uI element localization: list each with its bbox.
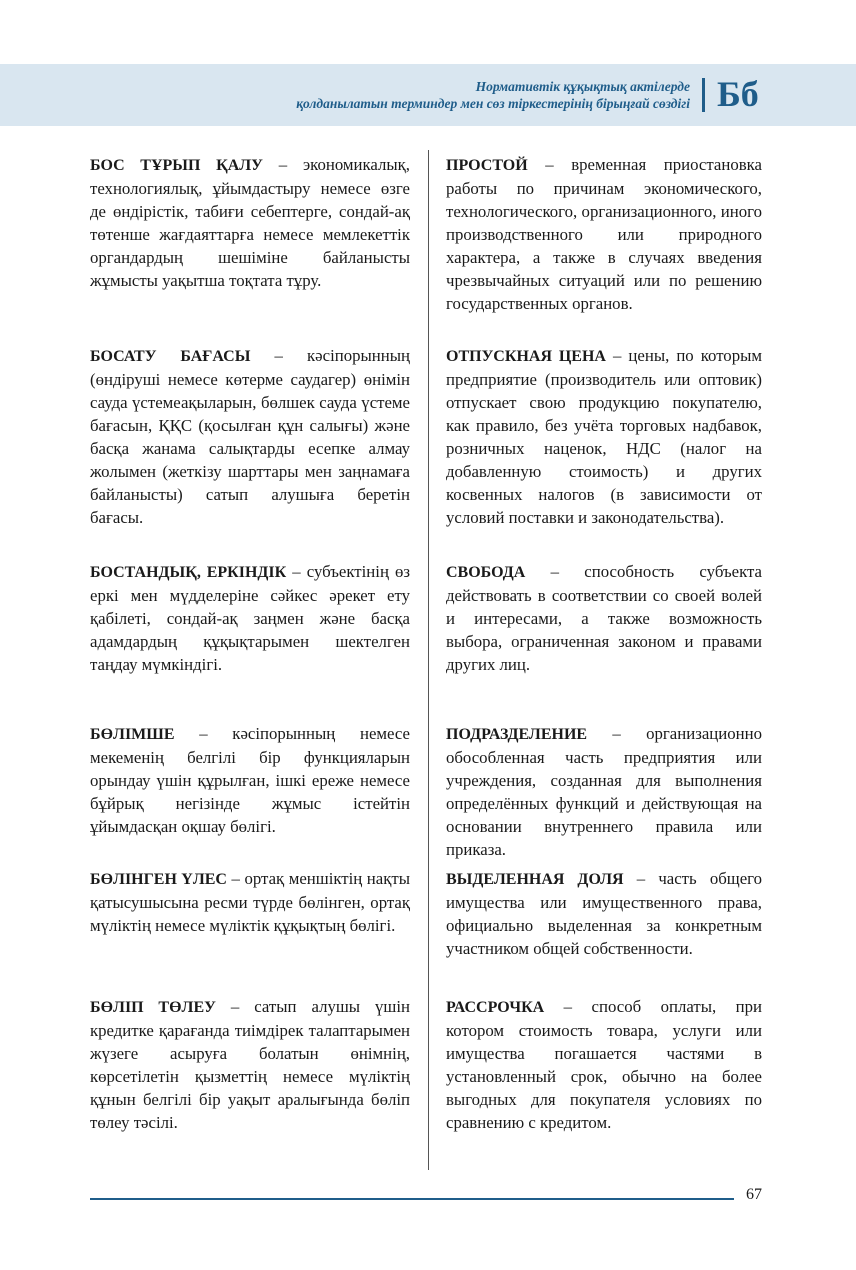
page-header — [0, 64, 856, 126]
definition-kk: – кәсіпорынның немесе мекеменің белгілі бір функцияларын орындау үшін құрылған, ішкі ереже немесе бұйрық негізінде жұмыс істейтін ұйымдасқан оқшау бөлігі. — [90, 724, 410, 836]
definition-kk: – ортақ меншіктің нақты қатысушысына ресми түрде бөлінген, ортақ мүліктің немесе мүліктік құқықтың бөлігі. — [90, 869, 410, 935]
definition-kk: – кәсіпорынның (өндіруші немесе көтерме саудагер) өнімін сауда үстемеақыларын, бөлшек сауда үстеме бағасын, ҚҚС (қосылған құн салығы) және басқа жанама салықтарды есепке алмау жолымен (жеткізу шарттары мен заңнамаға байланысты) сатып алушыға беретін бағасы. — [90, 346, 410, 527]
page-number: 67 — [746, 1186, 762, 1203]
term-kk: БОСАТУ БАҒАСЫ — [90, 348, 251, 365]
definition-ru: – цены, по которым предприятие (производитель или оптовик) отпускает свою продукцию покупателю, как правило, без учёта торговых надбавок, розничных наценок, НДС (налог на добавленную стоимость) и других косвенных налогов (в зависимости от условий поставки и законодательства). — [446, 346, 762, 527]
footer-rule — [90, 1198, 734, 1200]
term-kk: БОС ТҰРЫП ҚАЛУ — [90, 157, 263, 174]
header-separator — [702, 78, 705, 112]
term-ru: ПРОСТОЙ — [446, 157, 528, 174]
term-ru: РАССРОЧКА — [446, 999, 545, 1016]
entry-ru-1 — [446, 153, 762, 315]
section-letters: Бб — [717, 74, 759, 114]
entry-ru-5 — [446, 867, 762, 960]
term-ru: ПОДРАЗДЕЛЕНИЕ — [446, 726, 588, 743]
term-kk: БӨЛІП ТӨЛЕУ — [90, 999, 216, 1016]
dictionary-title-line2: қолданылатын терминдер мен сөз тіркестерінің бірыңғай сөздігі — [296, 96, 690, 111]
entry-kk-6 — [90, 995, 410, 1134]
term-kk: БӨЛІНГЕН ҮЛЕС — [90, 871, 227, 888]
entry-ru-6 — [446, 995, 762, 1134]
definition-kk: – экономикалық, технологиялық, ұйымдастыру немесе өзге де өндірістік, табиғи себептерге, сондай-ақ төтенше жағдаяттарға немесе мемлекеттік органдардың шешіміне байланысты жұмысты уақытша тоқтата тұру. — [90, 155, 410, 290]
entry-ru-3 — [446, 560, 762, 676]
entry-kk-4 — [90, 722, 410, 838]
definition-ru: – способность субъекта действовать в соответствии со своей волей и интересами, а также возможность выбора, ограниченная законом и правами других лиц. — [446, 562, 762, 674]
definition-kk: – субъектінің өз еркі мен мүдделеріне сәйкес әрекет ету қабілеті, сондай-ақ заңмен және басқа адамдардың құқықтарымен шектелген таңдау мүмкіндігі. — [90, 562, 410, 674]
column-divider — [428, 150, 429, 1170]
term-ru: ОТПУСКНАЯ ЦЕНА — [446, 348, 606, 365]
definition-ru: – часть общего имущества или имущественного права, официально выделенная за конкретным участником общей собственности. — [446, 869, 762, 958]
entry-kk-5 — [90, 867, 410, 937]
entry-ru-4 — [446, 722, 762, 861]
entry-kk-2 — [90, 344, 410, 529]
entry-kk-1 — [90, 153, 410, 292]
term-ru: ВЫДЕЛЕННАЯ ДОЛЯ — [446, 871, 624, 888]
dictionary-title-line1: Нормативтік құқықтық актілерде — [475, 79, 690, 94]
dictionary-title — [296, 78, 690, 112]
term-kk: БОСТАНДЫҚ, ЕРКІНДІК — [90, 564, 287, 581]
term-kk: БӨЛІМШЕ — [90, 726, 175, 743]
term-ru: СВОБОДА — [446, 564, 526, 581]
definition-ru: – временная приостановка работы по причинам экономического, технологического, организационного, иного производственного или природного характера, а также в случаях введения чрезвычайных ситуаций или по решению государственных органов. — [446, 155, 762, 313]
definition-kk: – сатып алушы үшін кредитке қарағанда тиімдірек талаптарымен жүзеге асыруға болатын өнімнің, көрсетілетін қызметтің немесе мүліктің құнын белгілі бір уақыт аралығында бөліп төлеу тәсілі. — [90, 997, 410, 1132]
entry-ru-2 — [446, 344, 762, 529]
definition-ru: – способ оплаты, при котором стоимость товара, услуги или имущества погашается частями в установленный срок, обычно на более выгодных для покупателя условиях по сравнению с кредитом. — [446, 997, 762, 1132]
entry-kk-3 — [90, 560, 410, 676]
definition-ru: – организационно обособленная часть предприятия или учреждения, созданная для выполнения определённых функций и действующая на основании внутреннего правила или приказа. — [446, 724, 762, 859]
